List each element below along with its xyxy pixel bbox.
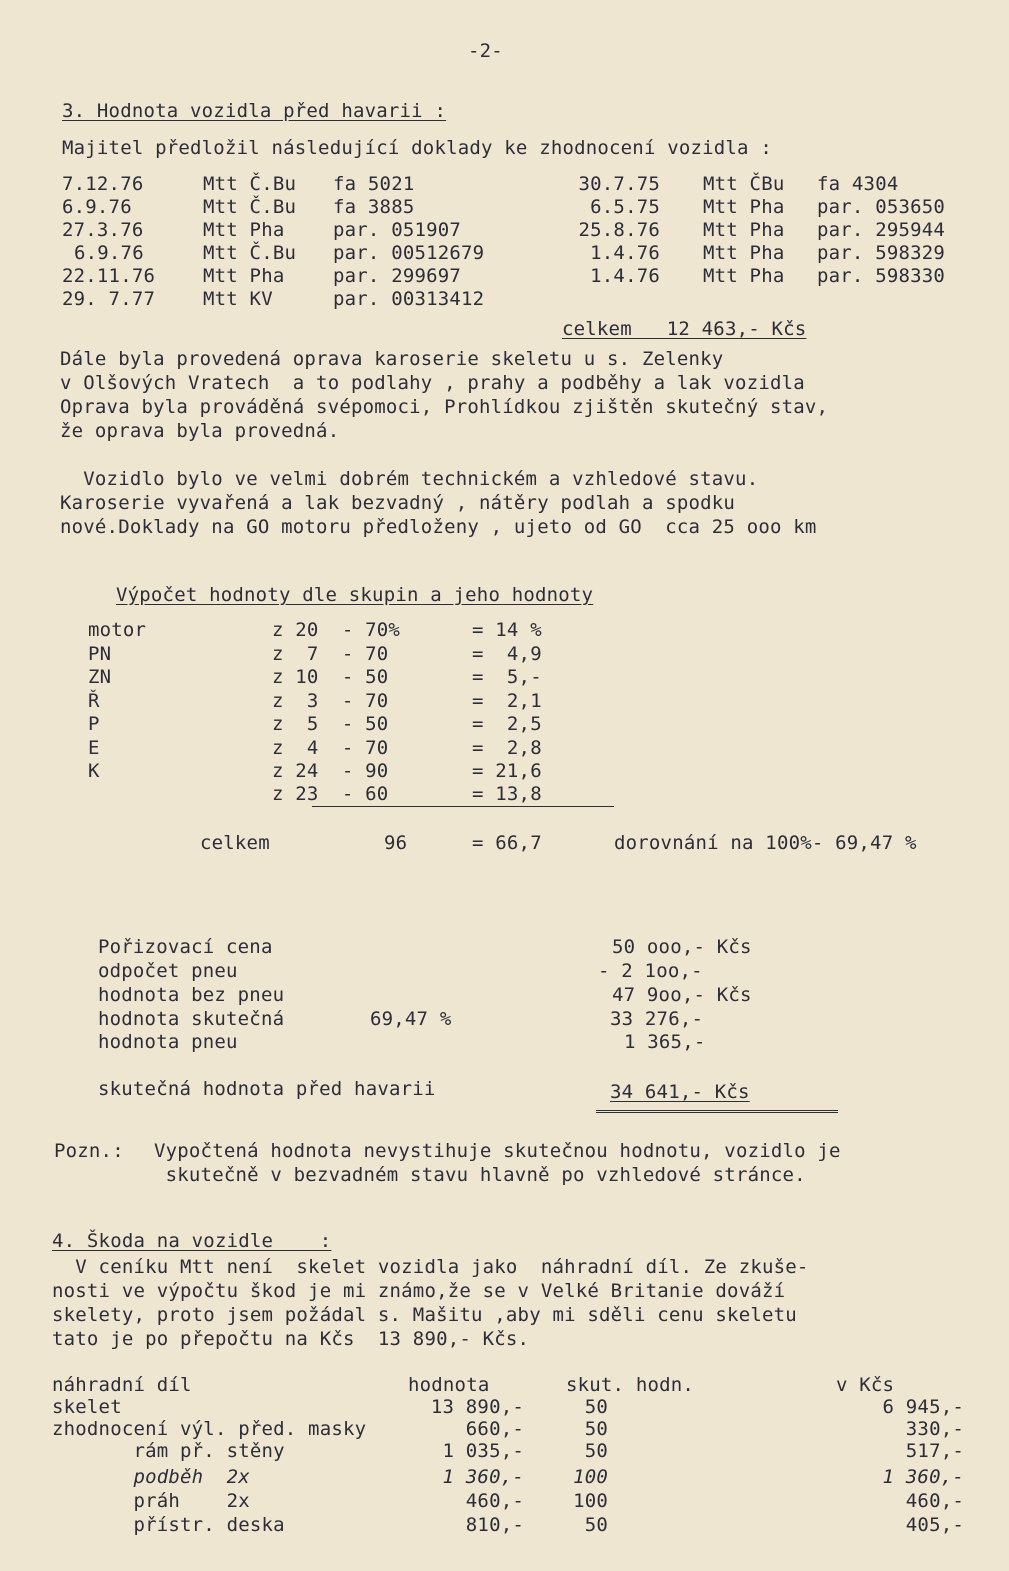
section4-para-line: nosti ve výpočtu škod je mi známo,že se v Velké Britanie dováží [52, 1280, 786, 1302]
para1-line: Dále byla provedená oprava karoserie skeletu u s. Zelenky [60, 348, 724, 370]
document-page: -2- 3. Hodnota vozidla před havarii : Majitel předložil následující doklady ke zhodnocení vozidla : 7.12.76 Mtt Č.Bu fa 5021 6.9.76 Mtt Č.Bu fa 3885 27.3.76 Mtt Pha par. 051907 6.9.76 Mtt Č.Bu par. 00512679 22.11.76 Mtt Pha par. 299697 29. 7.77 Mtt KV par. 00313412 30.7.75 Mtt ČBu fa 4304 6.5.75 Mtt Pha par. 053650 25.8.76 Mtt Pha par. 295944 1.4.76 Mtt Pha par. 598329 1.4.76 Mtt Pha par. 598330 celkem 12 463,- Kčs Dále byla provedená oprava karoserie skeletu u s. Zelenky v Olšových Vratech a to podlahy , prahy a podběhy a lak vozidla Oprava byla prováděná svépomoci, Prohlídkou zjištěn skutečný stav, že oprava byla provedná. Vozidlo bylo ve velmi dobrém technickém a vzhledové stavu. Karoserie vyvařená a lak bezvadný , nátěry podlah a spodku nové.Doklady na GO motoru předloženy , ujeto od GO cca 25 ooo km Výpočet hodnoty dle skupin a jeho hodnoty motor z 20 - 70% = 14 % PN z 7 - 70 = 4,9 ZN z 10 - 50 = 5,- Ř z 3 - 70 = 2,1 P z 5 - 50 = 2,5 E z 4 - 70 = 2,8 K z 24 - 90 = 21,6 z 23 - 60 = 13,8 celkem 96 = 66,7 dorovnání na 100%- 69,47 % Pořizovací cena 50 ooo,- Kčs odpočet pneu - 2 1oo,- hodnota bez pneu 47 9oo,- Kčs hodnota skutečná 69,47 % 33 276,- hodnota pneu 1 365,- skutečná hodnota před havarii 34 641,- Kčs Pozn.: Vypočtená hodnota nevystihuje skutečnou hodnotu, vozidlo je skutečně v bezvadném stavu hlavně po vzhledové stránce. 4. Škoda na vozidle : V ceníku Mtt není skelet vozidla jako náhradní díl. Ze zkuše- nosti ve výpočtu škod je mi známo,že se v Velké Britanie dováží skelety, proto jsem požádal s. Mašitu ,aby mi sděli cenu skeletu tato je po přepočtu na Kčs 13 890,- Kčs. náhradní díl hodnota skut. hodn. v Kčs skelet 13 890,- 50 6 945,- zhodnocení výl. před. masky 660,- 50 330,- rám př. stěny 1 035,- 50 517,- podběh 2x 1 360,- 100 1 360,- práh 2x 460,- 100 460,- přístr. deska 810,- 50 405,- [52, 40, 964, 1536]
section4-para-line: V ceníku Mtt není skelet vozidla jako náhradní díl. Ze zkuše- [52, 1256, 809, 1278]
groups-sum-rule [312, 806, 614, 807]
section4-para-line: tato je po přepočtu na Kčs 13 890,- Kčs. [52, 1328, 530, 1350]
valuation-double-rule [596, 1110, 838, 1113]
para2-line: Karoserie vyvařená a lak bezvadný , nátěry podlah a spodku [60, 492, 736, 514]
valuation-total-value: 34 641,- Kčs [610, 1081, 750, 1103]
groups-total-result: = 66,7 [472, 832, 542, 854]
para1-line: Oprava byla prováděná svépomoci, Prohlídkou zjištěn skutečný stav, [60, 396, 829, 418]
para2-line: nové.Doklady na GO motoru předloženy , ujeto od GO cca 25 ooo km [60, 516, 817, 538]
para1-line: že oprava byla provedná. [60, 420, 340, 442]
groups-total-sum: 96 [384, 832, 408, 854]
groups-total-note: dorovnání na 100%- 69,47 % [614, 832, 917, 854]
section3-intro: Majitel předložil následující doklady ke zhodnocení vozidla : [62, 137, 772, 159]
section4-para-line: skelety, proto jsem požádal s. Mašitu ,aby mi sděli cenu skeletu [52, 1304, 797, 1326]
calc-heading: Výpočet hodnoty dle skupin a jeho hodnoty [116, 584, 594, 606]
docs-total: celkem 12 463,- Kčs [562, 318, 807, 340]
groups-total-label: celkem [200, 832, 270, 854]
section3-heading: 3. Hodnota vozidla před havarii : [62, 100, 447, 122]
note-line: Vypočtená hodnota nevystihuje skutečnou hodnotu, vozidlo je [154, 1140, 841, 1162]
page-number: -2- [468, 40, 503, 62]
section4-heading: 4. Škoda na vozidle : [52, 1230, 332, 1252]
note-line: skutečně v bezvadném stavu hlavně po vzhledové stránce. [154, 1164, 806, 1186]
valuation-total-label: skutečná hodnota před havarii [98, 1078, 436, 1100]
note-label: Pozn.: [54, 1140, 124, 1162]
para1-line: v Olšových Vratech a to podlahy , prahy a podběhy a lak vozidla [60, 372, 805, 394]
para2-line: Vozidlo bylo ve velmi dobrém technickém a vzhledové stavu. [60, 468, 759, 490]
